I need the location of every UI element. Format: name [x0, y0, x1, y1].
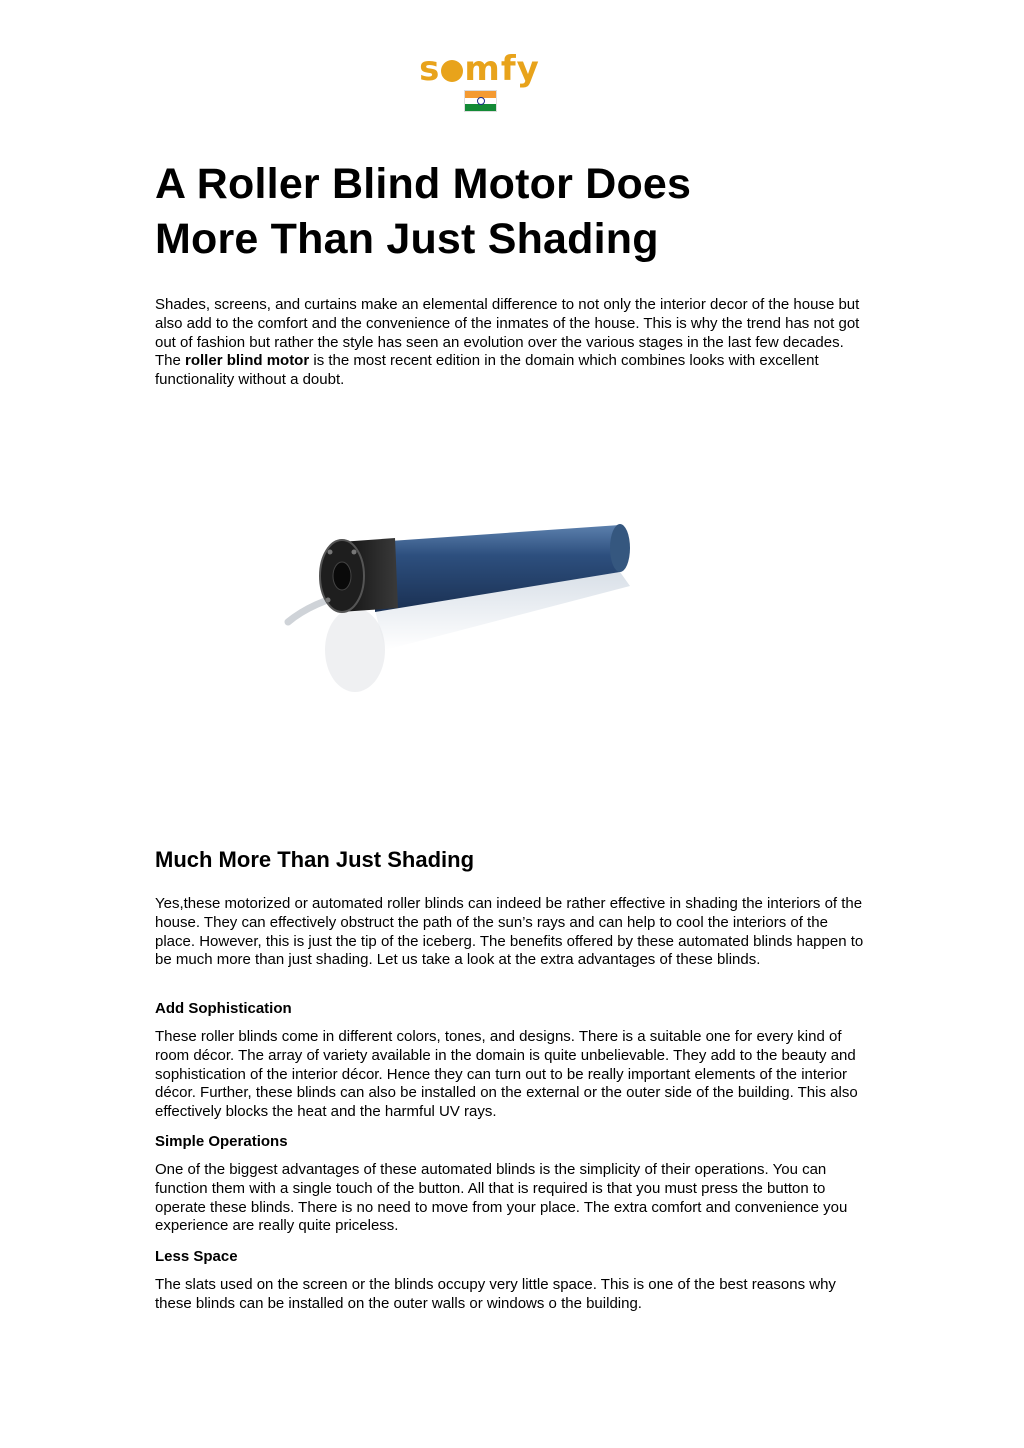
somfy-logo[interactable] — [417, 49, 542, 110]
logo-wordmark: s mfy — [419, 49, 540, 89]
subsection-heading-less-space: Less Space — [155, 1248, 238, 1265]
section-intro-paragraph: Yes,these motorized or automated roller blinds can indeed be rather effective in shading the interiors of the house. They can effectively obstruct the path of the sun’s rays and can help to cool the interiors of the place. However, this is just the tip of the iceberg. The benefits offered by these automated blinds happen to be much more than just shading. Let us take a look at the extra advantages of these blinds. — [155, 895, 864, 969]
roller-blind-motor-emphasis: roller blind motor — [185, 352, 310, 370]
section-title: Much More Than Just Shading — [155, 847, 475, 872]
subsection-body-operations: One of the biggest advantages of these automated blinds is the simplicity of their operations. You can function them with a single touch of the button. All that is required is that you must press the button to operate these blinds. There is no need to move from your place. The extra comfort and convenience you experience are really quite priceless. — [155, 1161, 848, 1235]
subsection-heading-operations: Simple Operations — [155, 1133, 288, 1150]
page-title: A Roller Blind Motor Does More Than Just Shading — [155, 160, 692, 263]
india-flag-icon — [464, 90, 497, 112]
roller-blind-motor-image — [280, 500, 660, 720]
subsection-heading-sophistication: Add Sophistication — [155, 1000, 292, 1017]
subsection-body-sophistication: These roller blinds come in different colors, tones, and designs. There is a suitable one for every kind of room décor. The array of variety available in the domain is quite unbelievable. They add to the beauty and sophistication of the interior décor. Hence they can turn out to be really important elements of the interior décor. Further, these blinds can also be installed on the external or the outer side of the building. This also effectively blocks the heat and the harmful UV rays. — [155, 1028, 858, 1121]
subsection-body-less-space: The slats used on the screen or the blinds occupy very little space. This is one of the best reasons why these blinds can be installed on the outer walls or windows o the building. — [155, 1276, 836, 1312]
intro-paragraph: Shades, screens, and curtains make an elemental difference to not only the interior decor of the house but also add to the comfort and the convenience of the inmates of the house. This is why the trend has not got out of fashion but rather the style has seen an evolution over the various stages in the last few decades. The roller blind motor is the most recent edition in the domain which combines looks with excellent functionality without a doubt. — [155, 296, 860, 389]
